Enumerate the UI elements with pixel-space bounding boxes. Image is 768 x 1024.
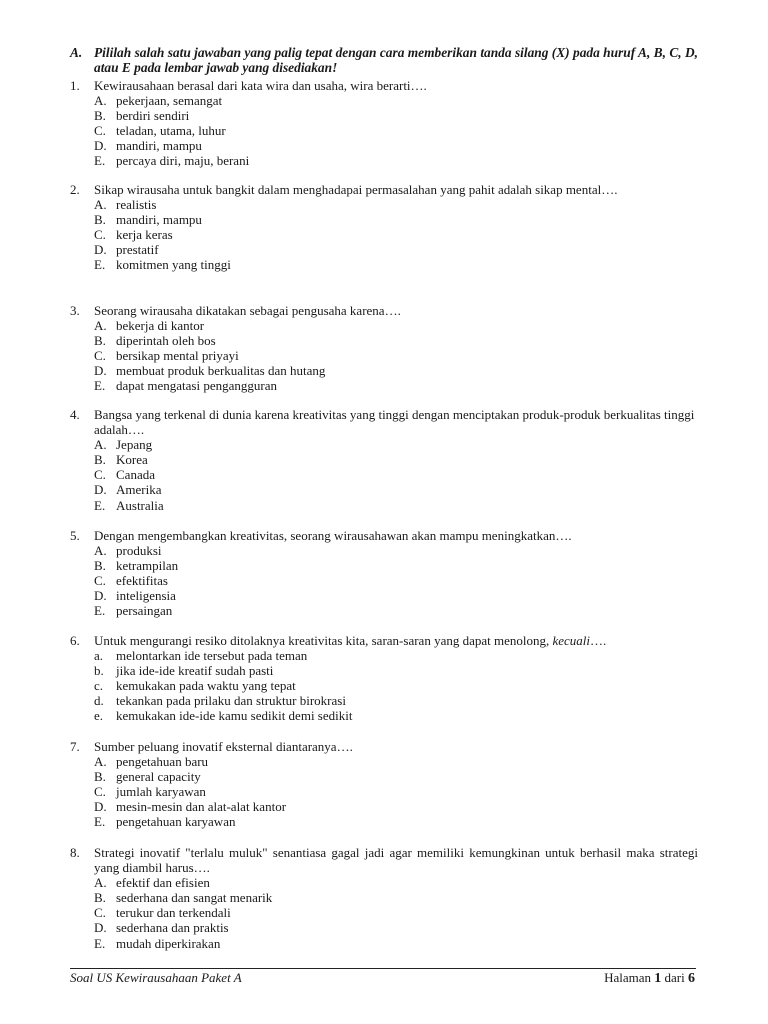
question-number: 6.: [70, 633, 80, 648]
option-item: [94, 498, 698, 513]
option-text: percaya diri, maju, berani: [116, 153, 250, 169]
option-letter: B.: [94, 108, 106, 124]
option-letter: C.: [94, 573, 106, 589]
option-item: [94, 648, 698, 663]
option-letter: A.: [94, 543, 107, 559]
option-letter: B.: [94, 558, 106, 574]
option-item: [94, 905, 698, 920]
option-text: Australia: [116, 497, 164, 513]
question-stem: Sumber peluang inovatif eksternal diantaranya….: [94, 739, 353, 754]
option-text: sederhana dan sangat menarik: [116, 890, 273, 906]
option-item: [94, 814, 698, 829]
option-item: [94, 920, 698, 935]
option-text: dapat mengatasi pengangguran: [116, 378, 277, 394]
option-item: [94, 708, 698, 723]
option-text: komitmen yang tinggi: [116, 257, 231, 273]
option-letter: d.: [94, 693, 104, 709]
option-item: [94, 437, 698, 452]
option-text: Amerika: [116, 482, 162, 498]
option-letter: A.: [94, 197, 107, 213]
option-letter: E.: [94, 497, 106, 513]
question-1: [70, 78, 698, 169]
option-item: [94, 936, 698, 951]
page-current: 1: [654, 971, 662, 986]
option-letter: B.: [94, 333, 106, 349]
option-text: mudah diperkirakan: [116, 935, 221, 951]
question-3: [70, 303, 698, 394]
question-stem-emphasis: kecuali: [552, 633, 591, 648]
option-letter: E.: [94, 153, 106, 169]
option-text: Jepang: [116, 437, 153, 453]
option-letter: D.: [94, 482, 107, 498]
option-list: [94, 197, 698, 272]
option-letter: E.: [94, 603, 106, 619]
question-number: 2.: [70, 182, 80, 197]
option-letter: D.: [94, 138, 107, 154]
option-letter: E.: [94, 378, 106, 394]
option-item: [94, 318, 698, 333]
option-text: mandiri, mampu: [116, 138, 202, 154]
page-total: 6: [688, 971, 695, 986]
option-item: [94, 467, 698, 482]
option-list: [94, 318, 698, 393]
option-item: [94, 799, 698, 814]
option-letter: C.: [94, 784, 106, 800]
option-text: bersikap mental priyayi: [116, 348, 239, 364]
option-item: [94, 558, 698, 573]
option-item: [94, 227, 698, 242]
option-item: [94, 212, 698, 227]
question-stem: Sikap wirausaha untuk bangkit dalam menghadapai permasalahan yang pahit adalah sikap mental….: [94, 182, 618, 197]
question-stem-text: Untuk mengurangi resiko ditolaknya kreativitas kita, saran-saran yang dapat menolong,: [94, 633, 553, 648]
question-stem-ellipsis: ….: [590, 633, 607, 648]
instruction-block: [70, 45, 698, 75]
option-item: [94, 875, 698, 890]
option-letter: A.: [94, 93, 107, 109]
option-text: efektif dan efisien: [116, 875, 210, 891]
option-letter: B.: [94, 452, 106, 468]
option-item: [94, 93, 698, 108]
question-number: 5.: [70, 528, 80, 543]
option-text: kemukakan ide-ide kamu sedikit demi sedikit: [116, 708, 353, 724]
option-letter: B.: [94, 769, 106, 785]
option-item: [94, 242, 698, 257]
option-letter: E.: [94, 935, 106, 951]
option-text: Canada: [116, 467, 155, 483]
option-letter: B.: [94, 212, 106, 228]
option-text: bekerja di kantor: [116, 318, 205, 334]
option-list: [94, 543, 698, 618]
question-number: 4.: [70, 407, 80, 422]
option-item: [94, 333, 698, 348]
option-item: [94, 452, 698, 467]
question-8: [70, 845, 698, 951]
option-letter: C.: [94, 123, 106, 139]
option-letter: C.: [94, 227, 106, 243]
question-number: 3.: [70, 303, 80, 318]
option-text: general capacity: [116, 769, 201, 785]
option-text: sederhana dan praktis: [116, 920, 229, 936]
option-item: [94, 378, 698, 393]
option-item: [94, 784, 698, 799]
option-item: [94, 123, 698, 138]
page-separator: dari: [661, 970, 688, 985]
question-stem: [94, 633, 698, 648]
question-5: [70, 528, 698, 619]
option-text: kemukakan pada waktu yang tepat: [116, 678, 296, 694]
question-6: [70, 633, 698, 724]
option-letter: E.: [94, 257, 106, 273]
option-text: kerja keras: [116, 227, 173, 243]
option-letter: E.: [94, 814, 106, 830]
option-item: [94, 573, 698, 588]
option-item: [94, 678, 698, 693]
question-number: 7.: [70, 739, 80, 754]
question-stem: Strategi inovatif "terlalu muluk" senantiasa gagal jadi agar memiliki kemungkinan untuk berhasil maka strategi yang diambil harus….: [94, 845, 698, 876]
question-7: [70, 739, 698, 830]
option-text: mandiri, mampu: [116, 212, 202, 228]
option-item: [94, 257, 698, 272]
option-item: [94, 363, 698, 378]
option-item: [94, 108, 698, 123]
option-text: Korea: [116, 452, 148, 468]
option-text: pengetahuan karyawan: [116, 814, 236, 830]
option-text: terukur dan terkendali: [116, 905, 231, 921]
question-stem: Dengan mengembangkan kreativitas, seorang wirausahawan akan mampu meningkatkan….: [94, 528, 572, 543]
option-letter: D.: [94, 242, 107, 258]
footer-divider: [70, 968, 696, 969]
option-letter: B.: [94, 890, 106, 906]
option-text: ketrampilan: [116, 558, 179, 574]
option-item: [94, 588, 698, 603]
option-letter: D.: [94, 920, 107, 936]
option-letter: a.: [94, 648, 104, 664]
option-letter: C.: [94, 348, 106, 364]
option-list: [94, 437, 698, 512]
footer-page-number: [604, 970, 695, 987]
option-text: inteligensia: [116, 588, 176, 604]
option-text: teladan, utama, luhur: [116, 123, 226, 139]
option-letter: A.: [94, 875, 107, 891]
option-text: produksi: [116, 543, 162, 559]
option-text: diperintah oleh bos: [116, 333, 216, 349]
option-letter: A.: [94, 318, 107, 334]
option-text: pengetahuan baru: [116, 754, 209, 770]
option-letter: b.: [94, 663, 104, 679]
option-item: [94, 693, 698, 708]
option-list: [94, 754, 698, 829]
option-letter: D.: [94, 588, 107, 604]
option-letter: D.: [94, 363, 107, 379]
option-text: pekerjaan, semangat: [116, 93, 223, 109]
option-list: [94, 93, 698, 168]
option-text: jika ide-ide kreatif sudah pasti: [116, 663, 274, 679]
option-text: melontarkan ide tersebut pada teman: [116, 648, 308, 664]
footer-document-title: Soal US Kewirausahaan Paket A: [70, 970, 242, 985]
question-stem: Kewirausahaan berasal dari kata wira dan usaha, wira berarti….: [94, 78, 427, 93]
option-item: [94, 769, 698, 784]
instruction-text: Pililah salah satu jawaban yang palig tepat dengan cara memberikan tanda silang (X) pada huruf A, B, C, D, atau E pada lembar jawab yang disediakan!: [94, 45, 698, 75]
question-4: [70, 407, 698, 513]
option-item: [94, 197, 698, 212]
option-item: [94, 138, 698, 153]
option-letter: A.: [94, 754, 107, 770]
option-letter: c.: [94, 678, 104, 694]
option-text: realistis: [116, 197, 157, 213]
question-stem: Seorang wirausaha dikatakan sebagai pengusaha karena….: [94, 303, 401, 318]
option-list: [94, 648, 698, 723]
option-text: tekankan pada prilaku dan struktur birokrasi: [116, 693, 346, 709]
option-text: berdiri sendiri: [116, 108, 190, 124]
option-item: [94, 603, 698, 618]
option-list: [94, 875, 698, 950]
option-item: [94, 663, 698, 678]
option-text: mesin-mesin dan alat-alat kantor: [116, 799, 287, 815]
option-item: [94, 543, 698, 558]
option-letter: C.: [94, 467, 106, 483]
option-item: [94, 153, 698, 168]
option-text: jumlah karyawan: [116, 784, 206, 800]
section-label: A.: [70, 45, 83, 60]
option-item: [94, 754, 698, 769]
option-text: membuat produk berkualitas dan hutang: [116, 363, 326, 379]
option-letter: A.: [94, 437, 107, 453]
question-stem: Bangsa yang terkenal di dunia karena kreativitas yang tinggi dengan menciptakan produk-produk berkualitas tinggi adalah….: [94, 407, 695, 438]
option-text: efektifitas: [116, 573, 168, 589]
page-prefix: Halaman: [604, 970, 655, 985]
option-text: prestatif: [116, 242, 159, 258]
option-item: [94, 348, 698, 363]
option-item: [94, 482, 698, 497]
option-item: [94, 890, 698, 905]
option-letter: D.: [94, 799, 107, 815]
option-letter: C.: [94, 905, 106, 921]
question-number: 1.: [70, 78, 80, 93]
option-letter: e.: [94, 708, 104, 724]
option-text: persaingan: [116, 603, 173, 619]
question-number: 8.: [70, 845, 80, 860]
question-2: [70, 182, 698, 273]
